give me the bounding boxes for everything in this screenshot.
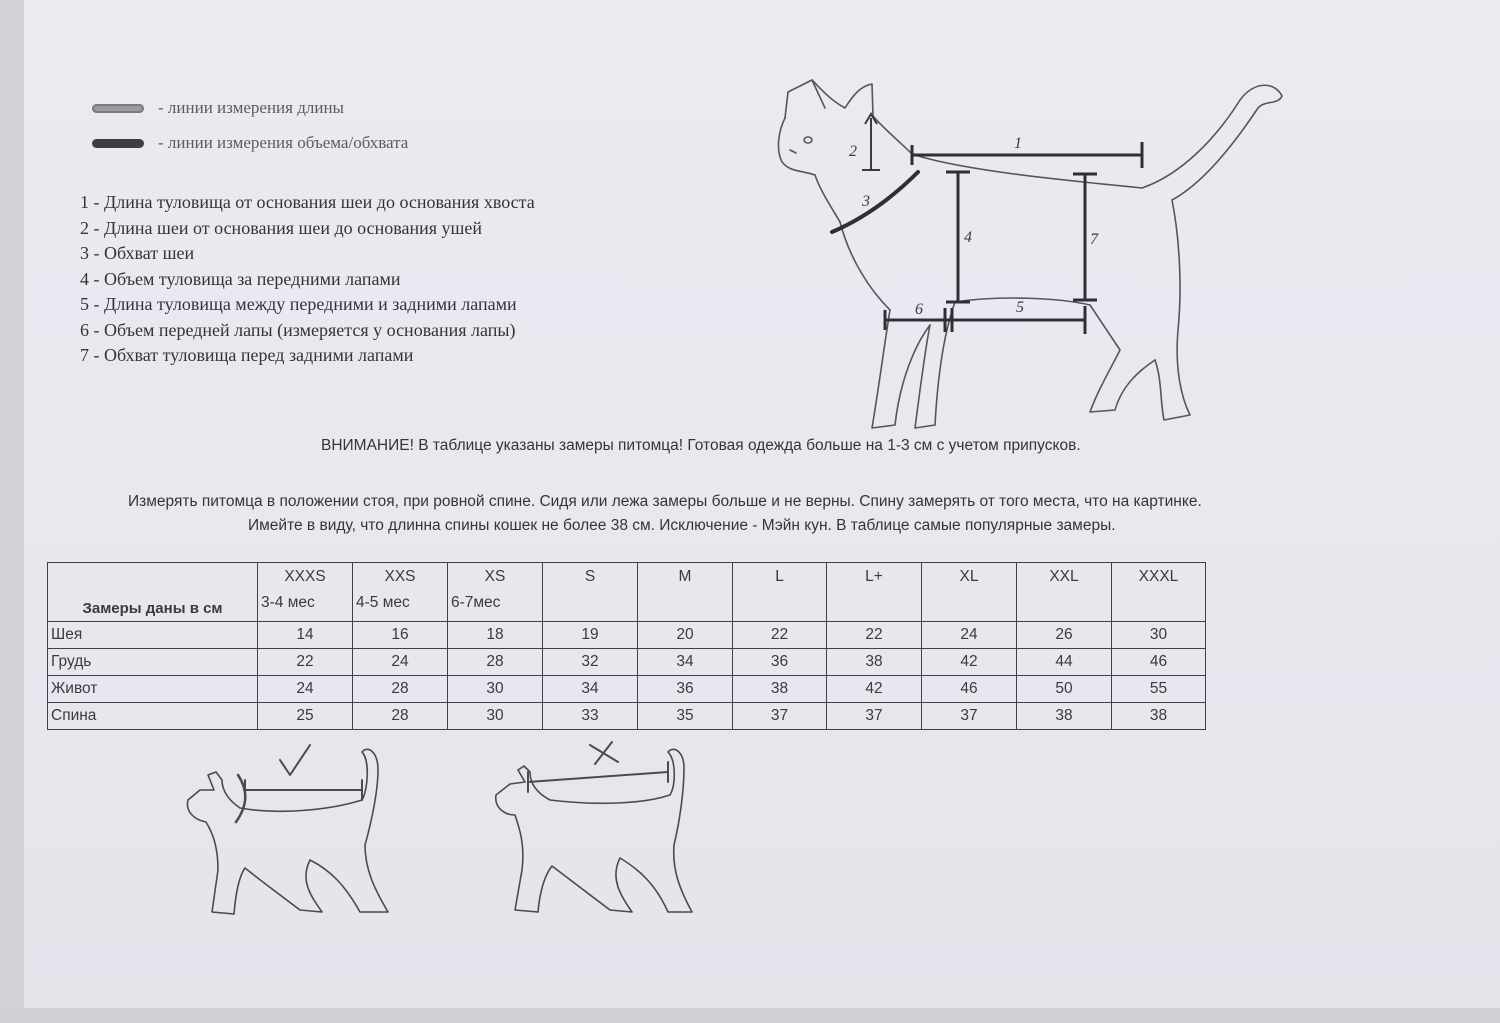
table-row: [48, 703, 1206, 730]
table-cell: 38: [1017, 703, 1112, 730]
table-cell: 30: [1112, 622, 1206, 649]
table-cell: 22: [827, 622, 922, 649]
table-cell: 24: [922, 622, 1017, 649]
table-cell: 38: [827, 649, 922, 676]
legend-volume-text: - линии измерения объема/обхвата: [158, 133, 409, 152]
size-header: M: [638, 563, 733, 622]
size-header: L: [733, 563, 827, 622]
diagram-label-2: 2: [849, 143, 857, 160]
table-cell: 22: [258, 649, 353, 676]
definition-5: 5 - Длина туловища между передними и задними лапами: [80, 294, 517, 314]
table-row: [48, 649, 1206, 676]
table-title: Замеры даны в см: [48, 563, 258, 622]
row-label: Грудь: [48, 649, 258, 676]
table-cell: 34: [638, 649, 733, 676]
table-cell: 38: [1112, 703, 1206, 730]
notice-measure-standing: Измерять питомца в положении стоя, при ровной спине. Сидя или лежа замеры больше и не верны. Спину замерять от того места, что на картинке.: [128, 493, 1202, 510]
diagram-label-7: 7: [1090, 231, 1098, 248]
row-label: Спина: [48, 703, 258, 730]
diagram-label-1: 1: [1014, 135, 1022, 152]
table-cell: 18: [448, 622, 543, 649]
table-header-row: [48, 563, 1206, 622]
check-mark-icon: [280, 745, 310, 775]
definition-4: 4 - Объем туловища за передними лапами: [80, 268, 401, 289]
wrong-measure-cat-drawing: [496, 742, 692, 912]
table-cell: 38: [733, 676, 827, 703]
definition-6: 6 - Объем передней лапы (измеряется у основания лапы): [80, 319, 516, 340]
size-header: L+: [827, 563, 922, 622]
table-cell: 37: [827, 703, 922, 730]
row-label: Живот: [48, 676, 258, 703]
table-cell: 24: [353, 649, 448, 676]
cross-mark-icon: [590, 742, 618, 764]
definition-1: 1 - Длина туловища от основания шеи до основания хвоста: [80, 192, 535, 212]
diagram-label-6: 6: [915, 301, 923, 318]
table-cell: 37: [733, 703, 827, 730]
table-cell: 25: [258, 703, 353, 730]
table-cell: 36: [638, 676, 733, 703]
table-cell: 19: [543, 622, 638, 649]
size-header: S: [543, 563, 638, 622]
table-cell: 44: [1017, 649, 1112, 676]
definition-2: 2 - Длина шеи от основания шеи до основания ушей: [80, 217, 482, 238]
definition-3: 3 - Обхват шеи: [80, 243, 195, 263]
definition-7: 7 - Обхват туловища перед задними лапами: [80, 345, 414, 365]
size-table: [47, 562, 1206, 730]
diagram-label-4: 4: [964, 229, 972, 246]
table-cell: 35: [638, 703, 733, 730]
table-cell: 34: [543, 676, 638, 703]
table-row: [48, 676, 1206, 703]
row-label: Шея: [48, 622, 258, 649]
table-cell: 50: [1017, 676, 1112, 703]
table-cell: 55: [1112, 676, 1206, 703]
table-cell: 24: [258, 676, 353, 703]
legend-length-text: - линии измерения длины: [158, 98, 344, 117]
size-header: XXL: [1017, 563, 1112, 622]
table-cell: 32: [543, 649, 638, 676]
table-cell: 14: [258, 622, 353, 649]
table-cell: 22: [733, 622, 827, 649]
table-cell: 46: [922, 676, 1017, 703]
table-cell: 42: [827, 676, 922, 703]
table-cell: 33: [543, 703, 638, 730]
table-cell: 30: [448, 703, 543, 730]
table-cell: 36: [733, 649, 827, 676]
notice-warning: ВНИМАНИЕ! В таблице указаны замеры питомца! Готовая одежда больше на 1-3 см с учетом припусков.: [321, 437, 1081, 454]
size-header: XXS 4-5 мес: [353, 563, 448, 622]
table-row: [48, 622, 1206, 649]
table-cell: 42: [922, 649, 1017, 676]
table-cell: 30: [448, 676, 543, 703]
table-cell: 28: [353, 676, 448, 703]
table-cell: 28: [448, 649, 543, 676]
table-cell: 46: [1112, 649, 1206, 676]
table-cell: 26: [1017, 622, 1112, 649]
table-cell: 20: [638, 622, 733, 649]
diagram-label-5: 5: [1016, 299, 1024, 316]
size-header: XS 6-7мес: [448, 563, 543, 622]
size-header: XXXS 3-4 мес: [258, 563, 353, 622]
table-cell: 37: [922, 703, 1017, 730]
correct-measure-cat-drawing: [187, 745, 388, 914]
table-cell: 28: [353, 703, 448, 730]
table-cell: 16: [353, 622, 448, 649]
diagram-label-3: 3: [862, 193, 870, 210]
size-header: XL: [922, 563, 1017, 622]
size-header: XXXL: [1112, 563, 1206, 622]
notice-back-length: Имейте в виду, что длинна спины кошек не более 38 см. Исключение - Мэйн кун. В таблице самые популярные замеры.: [248, 517, 1116, 534]
